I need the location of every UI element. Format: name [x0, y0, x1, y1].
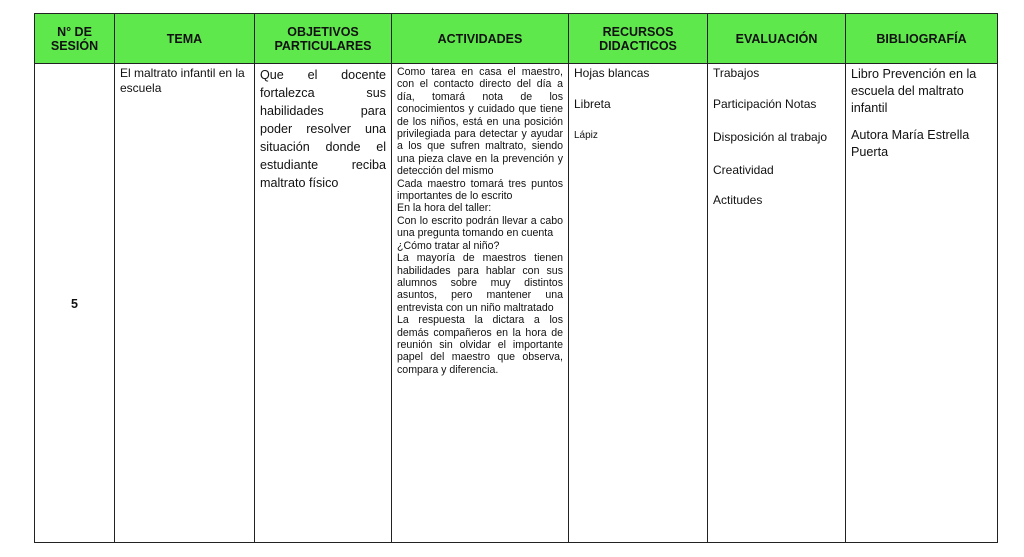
evaluacion-list: [713, 66, 840, 207]
actividad-paragraph: La respuesta la dictara a los demás compañeros en la hora de reunión sin olvidar el importante papel del maestro que observa, compara y diferencia.: [397, 314, 563, 376]
actividad-paragraph: ¿Cómo tratar al niño?: [397, 239, 500, 252]
bibliografia-item: Autora María Estrella Puerta: [851, 128, 970, 159]
objetivos-cell: [255, 64, 392, 543]
header-session: N° DE SESIÓN: [35, 14, 115, 64]
recursos-cell: [569, 64, 708, 543]
recurso-item: Libreta: [574, 97, 611, 111]
evaluacion-item: Creatividad: [713, 163, 774, 177]
actividades-text: [397, 66, 563, 376]
bibliografia-cell: [846, 64, 998, 543]
recurso-item: Lápiz: [574, 130, 598, 141]
tema-cell: [115, 64, 255, 543]
bibliografia-item: Libro Prevención en la escuela del maltrato infantil: [851, 67, 977, 115]
header-evaluacion: EVALUACIÓN: [708, 14, 846, 64]
evaluacion-cell: [708, 64, 846, 543]
table-row: [35, 64, 998, 543]
header-recursos: RECURSOS DIDACTICOS: [569, 14, 708, 64]
recursos-list: [574, 66, 702, 143]
actividad-paragraph: Con lo escrito podrán llevar a cabo una pregunta tomando en cuenta: [397, 214, 563, 240]
header-actividades: ACTIVIDADES: [392, 14, 569, 64]
actividad-paragraph: La mayoría de maestros tienen habilidades para hablar con sus alumnos sobre muy distintos asuntos, pero mantener una entrevista con un niño maltratado: [397, 252, 563, 314]
header-objetivos: OBJETIVOS PARTICULARES: [255, 14, 392, 64]
lesson-plan-table: [34, 13, 998, 543]
actividad-paragraph: Como tarea en casa el maestro, con el contacto directo del día a día, tomará nota de los conocimientos y cuidado que tiene de los niños, está en una posición privilegiada para detectar y ayudar a los que sufren maltrato, siendo una pieza clave en la prevención y detección del mismo: [397, 66, 563, 178]
header-row: [35, 14, 998, 64]
bibliografia-list: [851, 66, 992, 161]
header-tema: TEMA: [115, 14, 255, 64]
evaluacion-item: Participación Notas: [713, 97, 817, 111]
session-number-cell: 5: [35, 64, 115, 543]
actividad-paragraph: En la hora del taller:: [397, 202, 492, 215]
evaluacion-item: Actitudes: [713, 193, 763, 207]
actividades-cell: [392, 64, 569, 543]
objetivos-text: Que el docente fortalezca sus habilidades para poder resolver una situación donde el estudiante reciba maltrato físico: [260, 68, 386, 190]
recurso-item: Hojas blancas: [574, 66, 650, 80]
tema-text: El maltrato infantil en la escuela: [120, 66, 245, 95]
header-bibliografia: BIBLIOGRAFÍA: [846, 14, 998, 64]
actividad-paragraph: Cada maestro tomará tres puntos importantes de lo escrito: [397, 177, 563, 203]
evaluacion-item: Disposición al trabajo: [713, 130, 828, 144]
evaluacion-item: Trabajos: [713, 66, 760, 80]
